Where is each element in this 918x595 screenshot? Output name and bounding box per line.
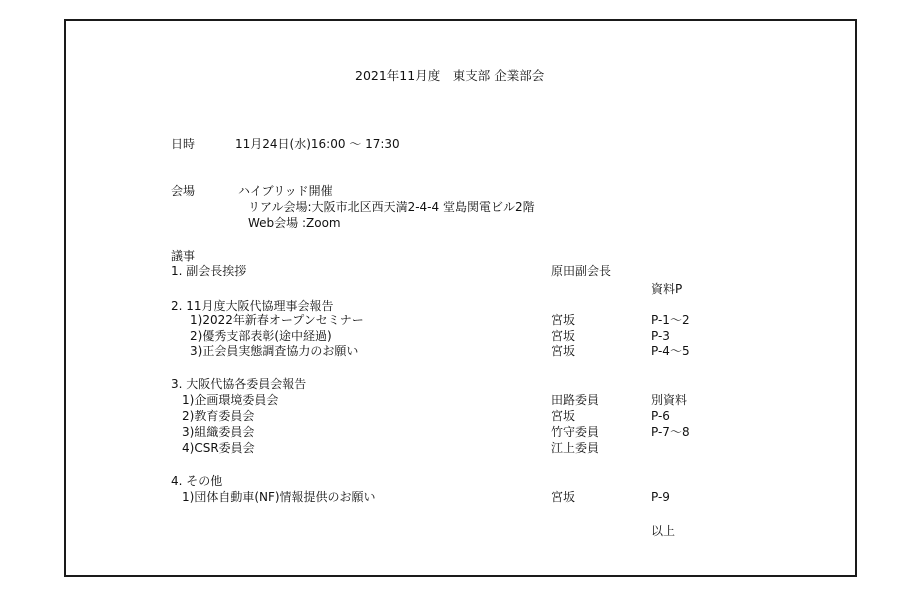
list-item-label: 2)優秀支部表彰(途中経過) (190, 329, 332, 343)
list-item-page: P-3 (651, 329, 670, 343)
section2-title: 2. 11月度大阪代協理事会報告 (171, 299, 334, 313)
list-item-presenter: 宮坂 (551, 329, 576, 343)
list-item-page: P-9 (651, 490, 670, 504)
document-title: 2021年11月度 東支部 企業部会 (355, 68, 545, 83)
list-item-label: 1)団体自動車(NF)情報提供のお願い (182, 490, 376, 504)
section3-title: 3. 大阪代協各委員会報告 (171, 377, 307, 391)
section1-title: 1. 副会長挨拶 (171, 264, 247, 278)
list-item-label: 3)正会員実態調査協力のお願い (190, 344, 359, 358)
agenda-heading: 議事 (171, 249, 196, 263)
list-item-presenter: 田路委員 (551, 393, 600, 407)
list-item-presenter: 宮坂 (551, 313, 576, 327)
list-item-label: 1)企画環境委員会 (182, 393, 279, 407)
list-item-presenter: 宮坂 (551, 344, 576, 358)
list-item-presenter: 江上委員 (551, 441, 600, 455)
list-item-page: P-6 (651, 409, 670, 423)
list-item-presenter: 竹守委員 (551, 425, 600, 439)
list-item-label: 1)2022年新春オープンセミナー (190, 313, 364, 327)
venue-label: 会場 (171, 184, 196, 198)
venue-web: Web会場 :Zoom (248, 216, 341, 230)
datetime-value: 11月24日(水)16:00 ～ 17:30 (235, 137, 400, 151)
venue-type: ハイブリッド開催 (238, 184, 333, 198)
section1-presenter: 原田副会長 (551, 264, 612, 278)
list-item-page: P-7～8 (651, 425, 690, 439)
list-item-page: P-1～2 (651, 313, 690, 327)
list-item-presenter: 宮坂 (551, 490, 576, 504)
closing-text: 以上 (651, 524, 676, 538)
list-item-page: P-4～5 (651, 344, 690, 358)
section1-material: 資料P (651, 282, 683, 296)
section4-title: 4. その他 (171, 474, 223, 488)
venue-real: リアル会場:大阪市北区西天満2-4-4 堂島関電ビル2階 (248, 200, 535, 214)
list-item-label: 4)CSR委員会 (182, 441, 255, 455)
list-item-page: 別資料 (651, 393, 688, 407)
list-item-label: 3)組織委員会 (182, 425, 255, 439)
list-item-presenter: 宮坂 (551, 409, 576, 423)
datetime-label: 日時 (171, 137, 196, 151)
list-item-label: 2)教育委員会 (182, 409, 255, 423)
